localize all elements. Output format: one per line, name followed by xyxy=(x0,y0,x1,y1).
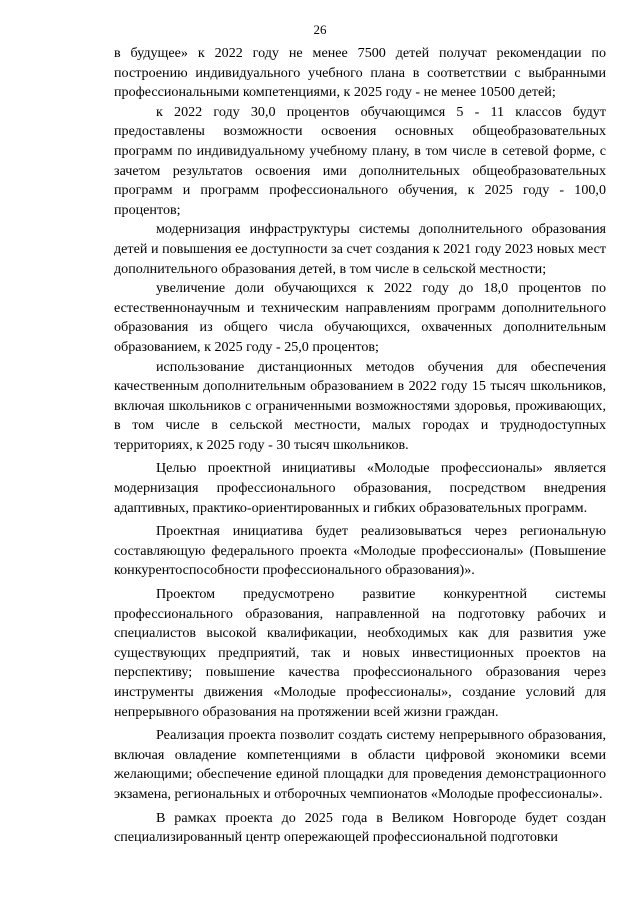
paragraph-5: использование дистанционных методов обучения для обеспечения качественным дополнительным образованием в 2022 году 15 тысяч школьников, включая школьников с ограниченными возможностями здоровья, проживающих, в том числе в сельской местности, малых городах и труднодоступных территориях, к 2025 году - 30 тысяч школьников. xyxy=(114,358,606,453)
page-number: 26 xyxy=(313,22,327,37)
paragraph-7: Проектная инициатива будет реализовываться через региональную составляющую федерального проекта «Молодые профессионалы» (Повышение конкурентоспособности профессионального образования)». xyxy=(114,523,606,579)
paragraph-10: В рамках проекта до 2025 года в Великом Новгороде будет создан специализированный центр опережающей профессиональной подготовки xyxy=(114,809,606,846)
paragraph-8: Проектом предусмотрено развитие конкурентной системы профессионального образования, направленной на подготовку рабочих и специалистов высокой квалификации, необходимых как для развития уже существующих предприятий, так и новых инвестиционных проектов на перспективу; повышение качества профессионального образования через инструменты движения «Молодые профессионалы», создание условий для непрерывного образования на протяжении всей жизни граждан. xyxy=(114,586,606,720)
document-body xyxy=(114,44,606,848)
paragraph-1: в будущее» к 2022 году не менее 7500 детей получат рекомендации по построению индивидуального учебного плана в соответствии с выбранными профессиональными компетенциями, к 2025 году - не менее 10500 детей; xyxy=(114,45,606,101)
paragraph-3: модернизация инфраструктуры системы дополнительного образования детей и повышения ее доступности за счет создания к 2021 году 2023 новых мест дополнительного образования детей, в том числе в сельской местности; xyxy=(114,221,606,277)
paragraph-4: увеличение доли обучающихся к 2022 году до 18,0 процентов по естественнонаучным и техническим направлениям программ дополнительного образования из общего числа обучающихся, охваченных дополнительным образованием, к 2025 году - 25,0 процентов; xyxy=(114,280,606,355)
paragraph-2: к 2022 году 30,0 процентов обучающимся 5 - 11 классов будут предоставлены возможности освоения основных общеобразовательных программ по индивидуальному учебному плану, в том числе в сетевой форме, с зачетом результатов освоения ими дополнительных общеобразовательных программ и программ профессионального обучения, к 2025 году - 100,0 процентов; xyxy=(114,103,606,218)
paragraph-9: Реализация проекта позволит создать систему непрерывного образования, включая овладение компетенциями в области цифровой экономики всеми желающими; обеспечение единой площадки для проведения демонстрационного экзамена, региональных и отборочных чемпионатов «Молодые профессионалы». xyxy=(114,727,606,802)
paragraph-6: Целью проектной инициативы «Молодые профессионалы» является модернизация профессионального образования, посредством внедрения адаптивных, практико-ориентированных и гибких образовательных программ. xyxy=(114,460,606,516)
